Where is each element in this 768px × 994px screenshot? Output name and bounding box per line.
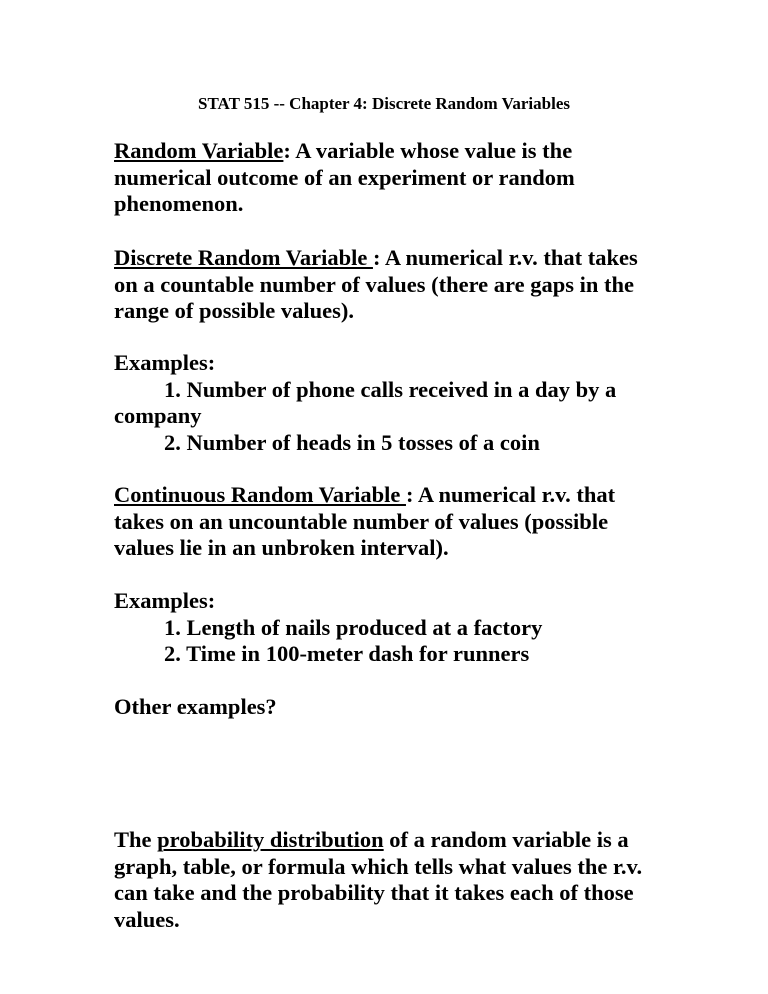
definition-probability-distribution xyxy=(114,827,674,933)
definition-line: range of possible values). xyxy=(114,298,355,323)
definition-text: : A numerical r.v. that takes xyxy=(372,245,638,270)
page-title: STAT 515 -- Chapter 4: Discrete Random Variables xyxy=(198,94,570,113)
definition-line: values lie in an unbroken interval). xyxy=(114,535,449,560)
examples-heading: Examples: xyxy=(114,350,216,375)
definition-line: numerical outcome of an experiment or random xyxy=(114,164,575,190)
definition-line: takes on an uncountable number of values (possible xyxy=(114,508,609,534)
definition-text: : A variable whose value is the xyxy=(283,138,573,163)
definition-line xyxy=(114,827,674,854)
example-item-continuation: company xyxy=(114,403,202,428)
term-probability-distribution: probability distribution xyxy=(157,827,384,852)
other-examples xyxy=(114,694,674,721)
definition-random-variable xyxy=(114,138,674,218)
definition-line: phenomenon. xyxy=(114,191,244,216)
definition-line: on a countable number of values (there are gaps in the xyxy=(114,271,635,297)
example-item: 1. Length of nails produced at a factory xyxy=(164,614,543,640)
term-continuous-random-variable: Continuous Random Variable xyxy=(114,482,406,507)
definition-text: of a random variable is a xyxy=(383,827,629,852)
discrete-examples xyxy=(114,350,674,456)
examples-heading: Examples: xyxy=(114,588,216,613)
definition-text: : A numerical r.v. that xyxy=(405,482,616,507)
definition-line: values. xyxy=(114,906,180,932)
definition-line xyxy=(114,138,674,165)
definition-text: The xyxy=(114,827,158,852)
example-item: 1. Number of phone calls received in a day by a xyxy=(164,376,617,402)
definition-line xyxy=(114,482,674,509)
definition-discrete-random-variable xyxy=(114,245,674,325)
definition-continuous-random-variable xyxy=(114,482,674,562)
term-random-variable: Random Variable xyxy=(114,138,284,163)
other-examples-text: Other examples? xyxy=(114,694,277,719)
term-discrete-random-variable: Discrete Random Variable xyxy=(114,245,373,270)
example-item: 2. Time in 100-meter dash for runners xyxy=(164,641,530,666)
definition-line: graph, table, or formula which tells what values the r.v. xyxy=(114,853,643,879)
definition-line: can take and the probability that it takes each of those xyxy=(114,880,634,905)
example-item: 2. Number of heads in 5 tosses of a coin xyxy=(164,429,540,455)
continuous-examples xyxy=(114,588,674,668)
definition-line xyxy=(114,245,674,272)
